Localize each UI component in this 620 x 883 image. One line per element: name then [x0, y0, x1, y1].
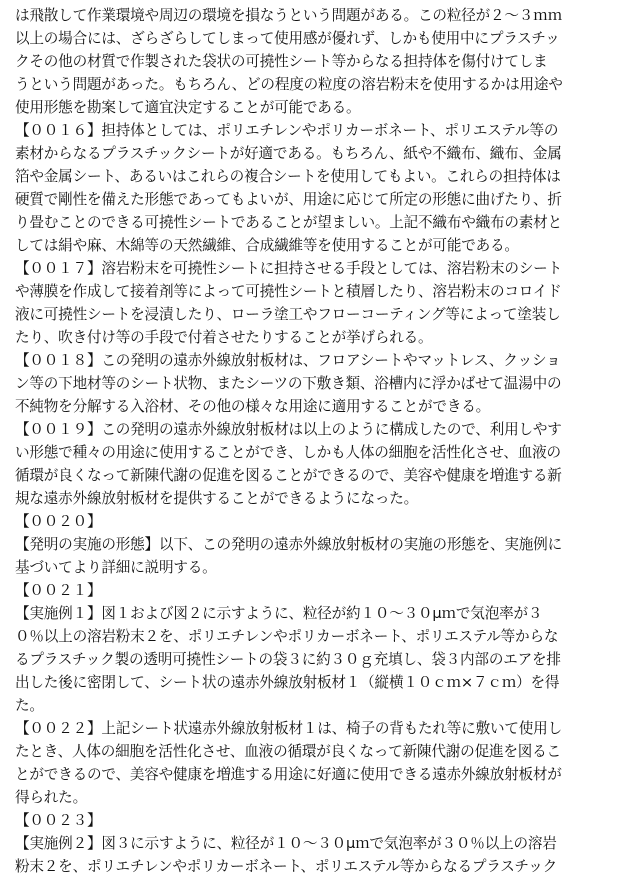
paragraph-number-0023: 【００２３】: [15, 812, 102, 829]
paragraph-number-0021: 【００２１】: [15, 582, 102, 599]
text-line: 基づいてより詳細に説明する。: [15, 559, 217, 576]
text-line: 循環が良くなって新陳代謝の促進を図ることができるので、美容や健康を増進する新: [15, 467, 562, 484]
text-line: や薄膜を作成して接着剤等によって可撓性シートと積層したり、溶岩粉末のコロイド: [15, 283, 562, 300]
text-line: しては絹や麻、木綿等の天然繊維、合成繊維等を使用することが可能である。: [15, 237, 519, 254]
text-line: 出した後に密閉して、シート状の遠赤外線放射板材１（縦横１０ｃｍ×７ｃｍ）を得: [15, 674, 560, 691]
text-line: 粉末２を、ポリエチレンやポリカーボネート、ポリエステル等からなるプラスチック: [15, 858, 558, 875]
paragraph-start-0016: 【００１６】担持体としては、ポリエチレンやポリカーボネート、ポリエステル等の: [15, 122, 559, 139]
text-line: 得られた。: [15, 789, 87, 806]
text-line: とができるので、美容や健康を増進する用途に好適に使用できる遠赤外線放射板材が: [15, 766, 562, 783]
text-line: ０％以上の溶岩粉末２を、ポリエチレンやポリカーボネート、ポリエステル等からな: [15, 628, 559, 645]
text-line: 硬質で剛性を備えた形態であってもよいが、用途に応じて所定の形態に曲げたり、折: [15, 191, 562, 208]
text-line: 箔や金属シート、あるいはこれらの複合シートを使用してもよい。これらの担持体は: [15, 168, 561, 185]
text-line: ン等の下地材等のシート状物、またシーツの下敷き類、浴槽内に浮かばせて温湯中の: [15, 375, 562, 392]
text-line: 不純物を分解する入浴材、その他の様々な用途に適用することができる。: [15, 398, 490, 415]
text-line: たり、吹き付け等の手段で付着させたりすることが挙げられる。: [15, 329, 433, 346]
text-line: クその他の材質で作製された袋状の可撓性シート等からなる担持体を傷付けてしま: [15, 53, 548, 70]
text-line: 液に可撓性シートを浸漬したり、ローラ塗工やフローコーティング等によって塗装し: [15, 306, 561, 323]
text-line: は飛散して作業環境や周辺の環境を損なうという問題がある。この粒径が２～３ｍｍ: [15, 7, 562, 24]
text-line: うという問題があった。もちろん、どの程度の粒度の溶岩粉末を使用するかは用途や: [15, 76, 563, 93]
text-line: 使用形態を勘案して適宜決定することが可能である。: [15, 99, 361, 116]
text-line: い形態で種々の用途に使用することができ、しかも人体の細胞を活性化させ、血液の: [15, 444, 561, 461]
paragraph-start-0017: 【００１７】溶岩粉末を可撓性シートに担持させる手段としては、溶岩粉末のシート: [15, 260, 562, 277]
text-line: たとき、人体の細胞を活性化させ、血液の循環が良くなって新陳代謝の促進を図るこ: [15, 743, 561, 760]
paragraph-number-0020: 【００２０】: [15, 513, 102, 530]
text-line: 規な遠赤外線放射板材を提供することができるようになった。: [15, 490, 419, 507]
text-line: た。: [15, 697, 44, 714]
section-heading-embodiment: 【発明の実施の形態】以下、この発明の遠赤外線放射板材の実施の形態を、実施例に: [15, 536, 562, 553]
text-line: り畳むことのできる可撓性シートであることが望ましい。上記不織布や織布の素材と: [15, 214, 562, 231]
example-1-start: 【実施例１】図１および図２に示すように、粒径が約１０～３０μｍで気泡率が３: [15, 605, 543, 622]
example-2-start: 【実施例２】図３に示すように、粒径が１０～３０μｍで気泡率が３０％以上の溶岩: [15, 835, 557, 852]
paragraph-start-0018: 【００１８】この発明の遠赤外線放射板材は、フロアシートやマットレス、クッショ: [15, 352, 561, 369]
text-line: 素材からなるプラスチックシートが好適である。もちろん、紙や不織布、織布、金属: [15, 145, 562, 162]
text-line: るプラスチック製の透明可撓性シートの袋３に約３０ｇ充填し、袋３内部のエアを排: [15, 651, 561, 668]
paragraph-start-0019: 【００１９】この発明の遠赤外線放射板材は以上のように構成したので、利用しやす: [15, 421, 562, 438]
text-line: 以上の場合には、ざらざらしてしまって使用感が優れず、しかも使用中にプラスチッ: [15, 30, 560, 47]
paragraph-start-0022: 【００２２】上記シート状遠赤外線放射板材１は、椅子の背もたれ等に敷いて使用し: [15, 720, 562, 737]
